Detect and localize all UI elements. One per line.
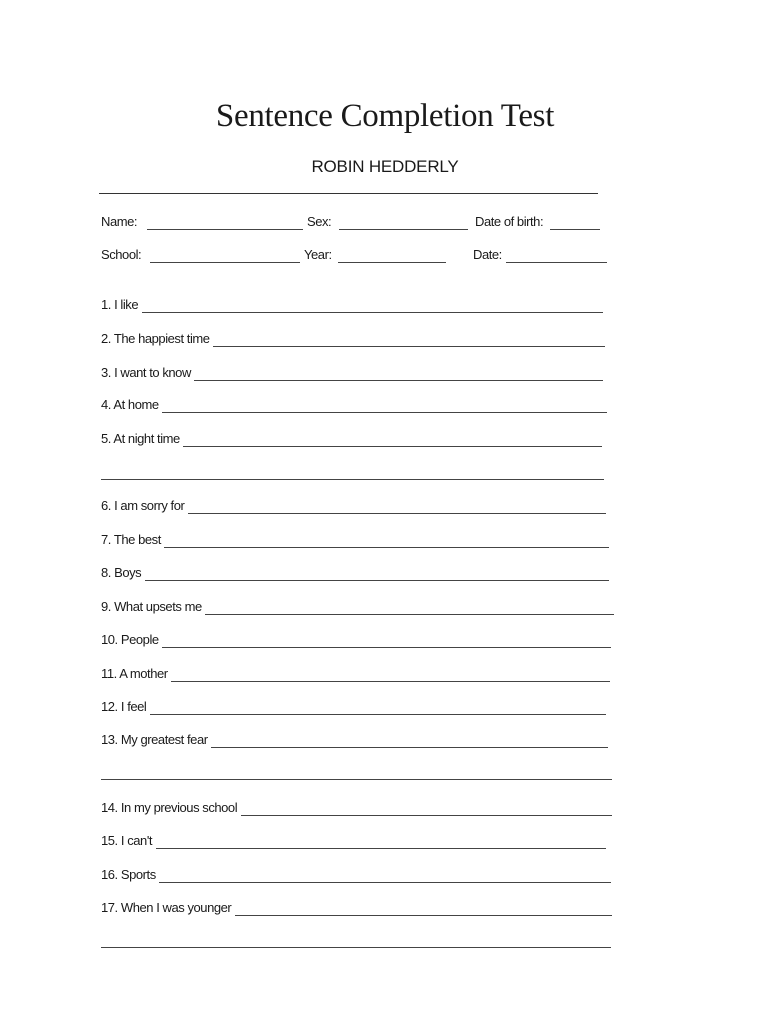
sentence-stem: 3. I want to know [101, 365, 191, 380]
answer-line[interactable] [159, 882, 611, 883]
answer-line[interactable] [162, 412, 607, 413]
year-label: Year: [304, 247, 332, 262]
sentence-item [101, 498, 606, 514]
sex-field[interactable] [339, 229, 468, 230]
answer-line[interactable] [150, 714, 606, 715]
sentence-item [101, 867, 611, 883]
header-divider [99, 193, 598, 194]
sentence-stem: 16. Sports [101, 867, 156, 882]
answer-line[interactable] [213, 346, 605, 347]
answer-line[interactable] [145, 580, 609, 581]
date-field[interactable] [506, 262, 607, 263]
answer-line[interactable] [211, 747, 608, 748]
sentence-stem: 12. I feel [101, 699, 147, 714]
sentence-stem: 6. I am sorry for [101, 498, 185, 513]
sentence-stem: 2. The happiest time [101, 331, 210, 346]
dob-field[interactable] [550, 229, 600, 230]
sentence-stem: 7. The best [101, 532, 161, 547]
author-name: ROBIN HEDDERLY [311, 157, 459, 176]
sentence-item [101, 800, 612, 816]
sentence-item [101, 666, 610, 682]
name-field[interactable] [147, 229, 303, 230]
sentence-stem: 15. I can't [101, 833, 153, 848]
sentence-item [101, 431, 602, 447]
sentence-item [101, 297, 603, 313]
name-label: Name: [101, 214, 138, 229]
sentence-stem: 9. What upsets me [101, 599, 202, 614]
sentence-item [101, 732, 608, 748]
answer-line[interactable] [142, 312, 603, 313]
answer-line[interactable] [205, 614, 614, 615]
sentence-item [101, 565, 609, 581]
year-field[interactable] [338, 262, 446, 263]
sentence-stem: 8. Boys [101, 565, 142, 580]
sentence-item [101, 632, 611, 648]
sentence-stem: 17. When I was younger [101, 900, 232, 915]
sentence-item [101, 833, 606, 849]
sentence-stem: 10. People [101, 632, 159, 647]
sentence-stem: 14. In my previous school [101, 800, 238, 815]
date-label: Date: [473, 247, 502, 262]
dob-label: Date of birth: [475, 214, 544, 229]
answer-line[interactable] [241, 815, 612, 816]
sentence-item [101, 365, 603, 381]
sentence-stem: 5. At night time [101, 431, 180, 446]
continuation-line[interactable] [101, 479, 604, 480]
sentence-item [101, 532, 609, 548]
answer-line[interactable] [194, 380, 603, 381]
school-label: School: [101, 247, 142, 262]
sex-label: Sex: [307, 214, 332, 229]
continuation-line[interactable] [101, 947, 611, 948]
continuation-line[interactable] [101, 779, 612, 780]
answer-line[interactable] [164, 547, 609, 548]
answer-line[interactable] [188, 513, 606, 514]
answer-line[interactable] [162, 647, 611, 648]
answer-line[interactable] [156, 848, 606, 849]
answer-line[interactable] [183, 446, 602, 447]
sentence-item [101, 397, 607, 413]
sentence-stem: 4. At home [101, 397, 159, 412]
sentence-item [101, 900, 612, 916]
sentence-item [101, 699, 606, 715]
answer-line[interactable] [171, 681, 610, 682]
sentence-stem: 13. My greatest fear [101, 732, 208, 747]
sentence-stem: 11. A mother [101, 666, 168, 681]
school-field[interactable] [150, 262, 300, 263]
sentence-item [101, 331, 605, 347]
page-title: Sentence Completion Test [215, 98, 555, 134]
sentence-item [101, 599, 614, 615]
answer-line[interactable] [235, 915, 612, 916]
sentence-stem: 1. I like [101, 297, 139, 312]
